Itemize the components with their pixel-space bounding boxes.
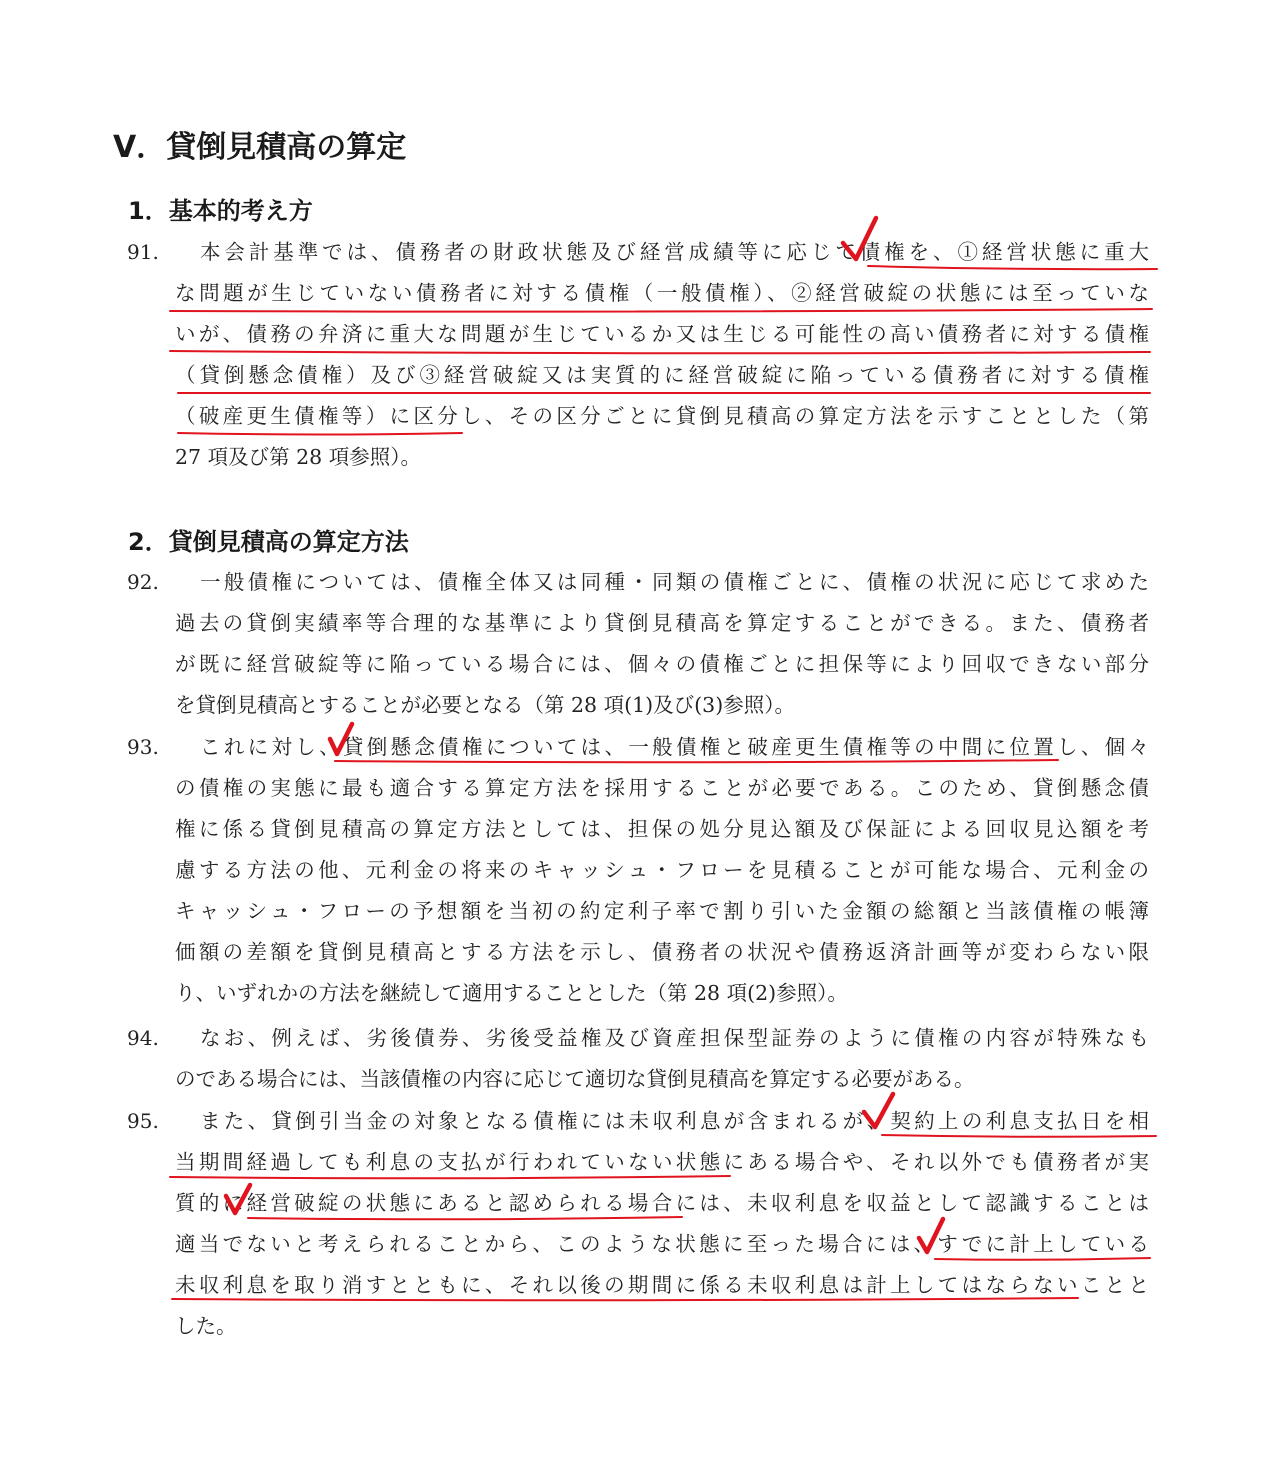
text-line: また、貸倒引当金の対象となる債権には未収利息が含まれるが、契約上の利息支払日を相: [200, 1109, 1149, 1133]
text-line: なお、例えば、劣後債券、劣後受益権及び資産担保型証券のように債権の内容が特殊なも: [200, 1026, 1149, 1050]
text-line: 価額の差額を貸倒見積高とする方法を示し、債務者の状況や債務返済計画等が変わらない限: [175, 940, 1149, 964]
text-line: （貸倒懸念債権）及び③経営破綻又は実質的に経営破綻に陥っている債務者に対する債権: [175, 363, 1149, 387]
chapter-heading: V．貸倒見積高の算定: [113, 130, 407, 165]
text-line: 権に係る貸倒見積高の算定方法としては、担保の処分見込額及び保証による回収見込額を考: [175, 817, 1149, 841]
text-line: 一般債権については、債権全体又は同種・同類の債権ごとに、債権の状況に応じて求めた: [200, 570, 1149, 594]
text-line: を貸倒見積高とすることが必要となる（第 28 項(1)及び(3)参照）。: [175, 693, 795, 717]
text-line: のである場合には、当該債権の内容に応じて適切な貸倒見積高を算定する必要がある。: [175, 1067, 975, 1091]
text-line: した。: [175, 1314, 237, 1338]
text-line: り、いずれかの方法を継続して適用することとした（第 28 項(2)参照）。: [175, 981, 848, 1005]
text-line: 過去の貸倒実績率等合理的な基準により貸倒見積高を算定することができる。また、債務者: [175, 611, 1149, 635]
text-line: 慮する方法の他、元利金の将来のキャッシュ・フローを見積ることが可能な場合、元利金の: [175, 858, 1149, 882]
text-line: 未収利息を取り消すとともに、それ以後の期間に係る未収利息は計上してはならないことと: [175, 1273, 1149, 1297]
paragraph-number: 91.: [127, 240, 159, 264]
section-title-2: 2．貸倒見積高の算定方法: [128, 528, 409, 556]
text-line: これに対し、貸倒懸念債権については、一般債権と破産更生債権等の中間に位置し、個々: [200, 735, 1149, 759]
text-line: キャッシュ・フローの予想額を当初の約定利子率で割り引いた金額の総額と当該債権の帳簿: [175, 899, 1149, 923]
paragraph-number: 95.: [127, 1109, 159, 1133]
text-line: 質的に経営破綻の状態にあると認められる場合には、未収利息を収益として認識することは: [175, 1191, 1149, 1215]
text-line: 本会計基準では、債務者の財政状態及び経営成績等に応じて債権を、①経営状態に重大: [200, 240, 1149, 264]
text-line: 適当でないと考えられることから、このような状態に至った場合には、すでに計上している: [175, 1232, 1149, 1256]
text-line: 27 項及び第 28 項参照）。: [175, 445, 421, 469]
text-line: な問題が生じていない債務者に対する債権（一般債権）、②経営破綻の状態には至っていな: [175, 281, 1149, 305]
section-title-1: 1．基本的考え方: [128, 197, 313, 225]
paragraph-number: 92.: [127, 570, 159, 594]
text-line: いが、債務の弁済に重大な問題が生じているか又は生じる可能性の高い債務者に対する債権: [175, 322, 1149, 346]
text-line: の債権の実態に最も適合する算定方法を採用することが必要である。このため、貸倒懸念債: [175, 776, 1149, 800]
text-line: （破産更生債権等）に区分し、その区分ごとに貸倒見積高の算定方法を示すこととした（第: [175, 404, 1149, 428]
text-line: 当期間経過しても利息の支払が行われていない状態にある場合や、それ以外でも債務者が実: [175, 1150, 1149, 1174]
text-line: が既に経営破綻等に陥っている場合には、個々の債権ごとに担保等により回収できない部分: [175, 652, 1149, 676]
paragraph-number: 94.: [127, 1026, 159, 1050]
paragraph-number: 93.: [127, 735, 159, 759]
